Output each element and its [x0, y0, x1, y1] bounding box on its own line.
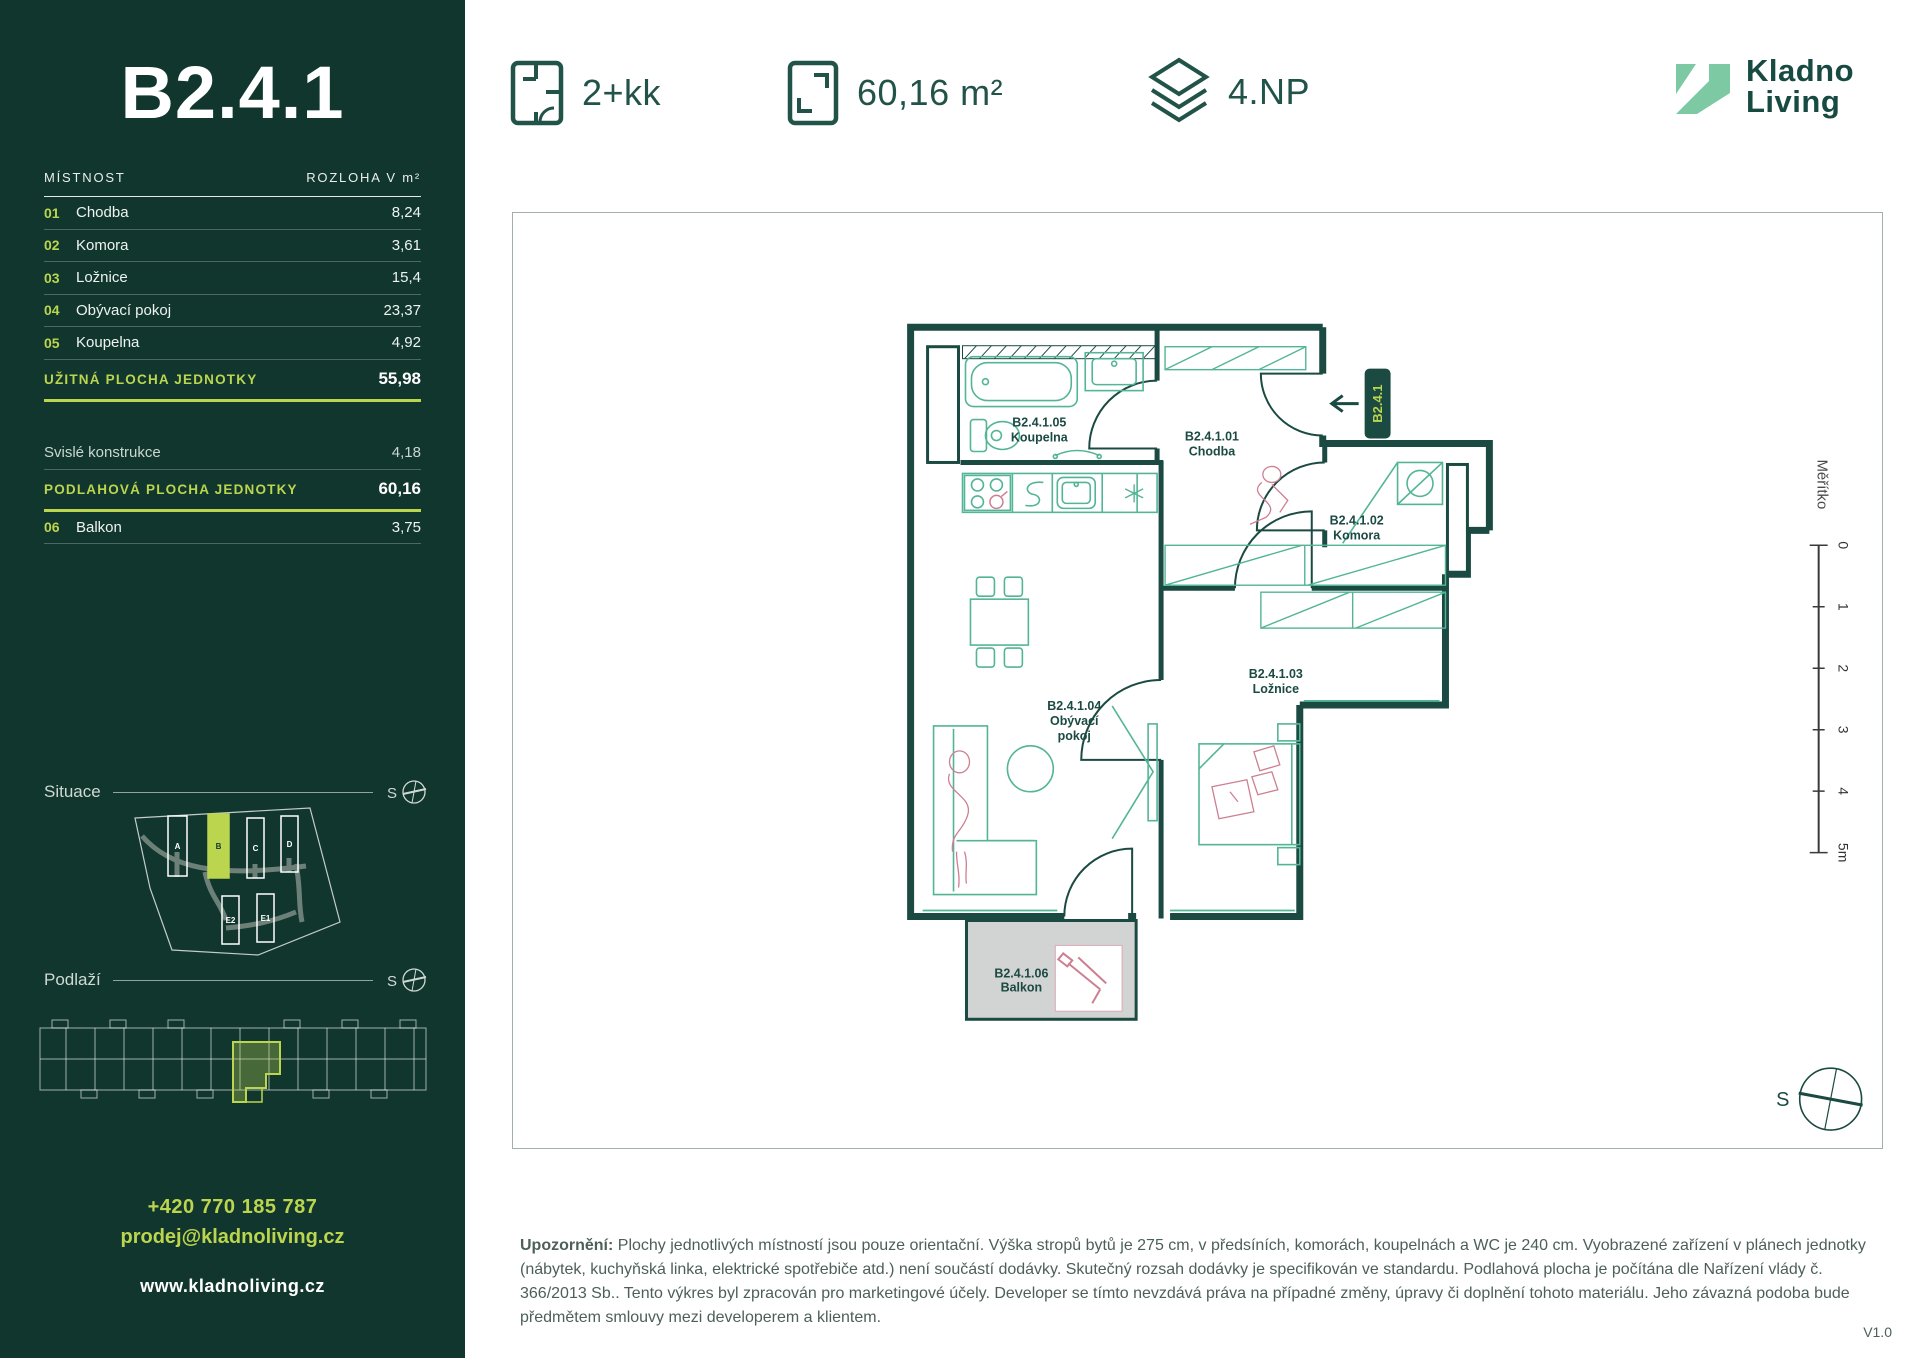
vertical-structures-row: Svislé konstrukce 4,18 [44, 437, 421, 470]
svg-text:Balkon: Balkon [1000, 980, 1043, 995]
svg-text:Obývací: Obývací [1049, 713, 1099, 728]
radiator-icon [1053, 450, 1101, 458]
floor-stat [1148, 56, 1310, 128]
disposition-stat [510, 60, 661, 126]
bathtub-icon [965, 357, 1077, 407]
entrance-arrow-icon [1332, 396, 1359, 412]
table-header [44, 170, 421, 197]
usable-area-row: UŽITNÁ PLOCHA JEDNOTKY 55,98 [44, 360, 421, 402]
svg-text:E1: E1 [260, 914, 271, 923]
svg-text:B2.4.1.05: B2.4.1.05 [1012, 415, 1067, 430]
balcony-area [966, 920, 1136, 1019]
floor-plan-canvas [512, 212, 1883, 1149]
entrance-unit-tag: B2.4.1 [1370, 384, 1386, 423]
table-row: 05 Koupelna 4,92 [44, 327, 421, 360]
podlazi-section-header: Podlaží S [44, 966, 429, 994]
table-row: 03 Ložnice 15,4 [44, 262, 421, 295]
area-stat [787, 60, 1003, 126]
svg-text:Chodba: Chodba [1188, 444, 1236, 459]
svg-text:1: 1 [1835, 602, 1852, 611]
kettle-illustration [990, 491, 1007, 508]
shaft [1447, 464, 1467, 572]
svg-text:0: 0 [1835, 541, 1852, 550]
svg-text:pokoj: pokoj [1057, 728, 1091, 743]
svg-text:3: 3 [1835, 725, 1852, 734]
site-building-labels [175, 840, 293, 925]
dining-table [970, 577, 1028, 667]
table-row: 02 Komora 3,61 [44, 230, 421, 263]
coffee-table [1007, 746, 1053, 792]
balcony-row: 06 Balkon 3,75 [44, 512, 421, 545]
svg-text:B2.4.1.06: B2.4.1.06 [994, 966, 1049, 981]
email-link[interactable]: prodej@kladnoliving.cz [120, 1226, 345, 1248]
floor-strip-plan [0, 1000, 465, 1140]
floor-area-row: PODLAHOVÁ PLOCHA JEDNOTKY 60,16 [44, 470, 421, 512]
svg-text:4: 4 [1835, 787, 1852, 796]
situace-section-header: Situace S [44, 778, 429, 806]
svg-text:S: S [387, 973, 398, 990]
person-illustration [949, 751, 970, 888]
website-link[interactable]: www.kladnoliving.cz [140, 1276, 325, 1296]
svg-text:B2.4.1.01: B2.4.1.01 [1184, 429, 1240, 444]
svg-text:C: C [252, 844, 259, 853]
svg-text:B: B [215, 842, 222, 851]
table-row: 01 Chodba 8,24 [44, 197, 421, 230]
compass-icon [1776, 1068, 1862, 1130]
shaft [928, 347, 959, 463]
svg-text:S: S [387, 785, 398, 802]
col-room: MÍSTNOST [44, 170, 126, 185]
entrance-marker [1332, 369, 1391, 439]
logo-text: Kladno Living [1746, 53, 1855, 119]
logo-mark-icon [1672, 56, 1732, 116]
tv-icon [1112, 706, 1157, 839]
svg-text:B2.4.1.02: B2.4.1.02 [1329, 513, 1384, 528]
svg-text:Ložnice: Ložnice [1252, 681, 1300, 696]
table-row: 04 Obývací pokoj 23,37 [44, 295, 421, 328]
divider [113, 980, 373, 981]
header [465, 0, 1920, 170]
unit-title: B2.4.1 [120, 51, 345, 134]
logo [1672, 55, 1854, 117]
svg-text:2: 2 [1835, 664, 1852, 673]
site-boundary [135, 808, 340, 955]
col-area: ROZLOHA V m² [306, 170, 421, 185]
sidebar [0, 0, 465, 1358]
disposition-value: 2+kk [582, 72, 662, 113]
svg-text:Komora: Komora [1333, 528, 1381, 543]
sofa [934, 726, 1037, 895]
windows [923, 698, 1440, 911]
floor-value: 4.NP [1228, 71, 1311, 112]
area-value: 60,16 m² [857, 72, 1004, 113]
scale-bar [1810, 459, 1852, 862]
phone-number[interactable]: +420 770 185 787 [147, 1196, 318, 1218]
svg-text:Koupelna: Koupelna [1010, 430, 1068, 445]
divider [113, 792, 373, 793]
rooms-table [44, 170, 421, 544]
disclaimer-text: Upozornění: Plochy jednotlivých místností jsou pouze orientační. Výška stropů bytů je 275 cm, v předsíních, komorách, koupelnách a WC je 240 cm. Vyobrazené zařízení v plánech jednotky (nábytek, kuchyňská linka, elektrické spotřebiče atd.) není součástí dodávky. Skutečný rozsah dodávky je specifikován ve standardu. Podlahová plocha je počítána dle Nařízení vlády č. 366/2013 Sb.. Tento výkres byl zpracován pro marketingové účely. Developer se tímto nevzdává práva na případné změny, úpravy či doplnění tohoto materiálu. Jeho závazná podoba bude předmětem smlouvy mezi developerem a klientem. [520, 1237, 1866, 1326]
svg-text:B2.4.1.04: B2.4.1.04 [1047, 698, 1102, 713]
area-icon [787, 60, 839, 126]
wardrobes [1165, 347, 1445, 628]
site-plan [0, 800, 465, 960]
person-illustration [1250, 466, 1288, 524]
svg-text:D: D [286, 840, 293, 849]
svg-text:5m: 5m [1835, 842, 1852, 863]
svg-text:A: A [174, 842, 181, 851]
floorplan-icon [510, 60, 564, 126]
svg-text:S: S [1776, 1089, 1790, 1112]
version-label: V1.0 [1863, 1324, 1892, 1340]
svg-text:B2.4.1.03: B2.4.1.03 [1248, 667, 1303, 682]
bedding-illustration [1212, 746, 1280, 819]
scale-label: Měřítko [1813, 459, 1831, 510]
layers-icon [1148, 56, 1210, 128]
compass-icon [385, 966, 429, 994]
svg-text:E2: E2 [225, 916, 236, 925]
highlighted-unit [233, 1042, 280, 1102]
